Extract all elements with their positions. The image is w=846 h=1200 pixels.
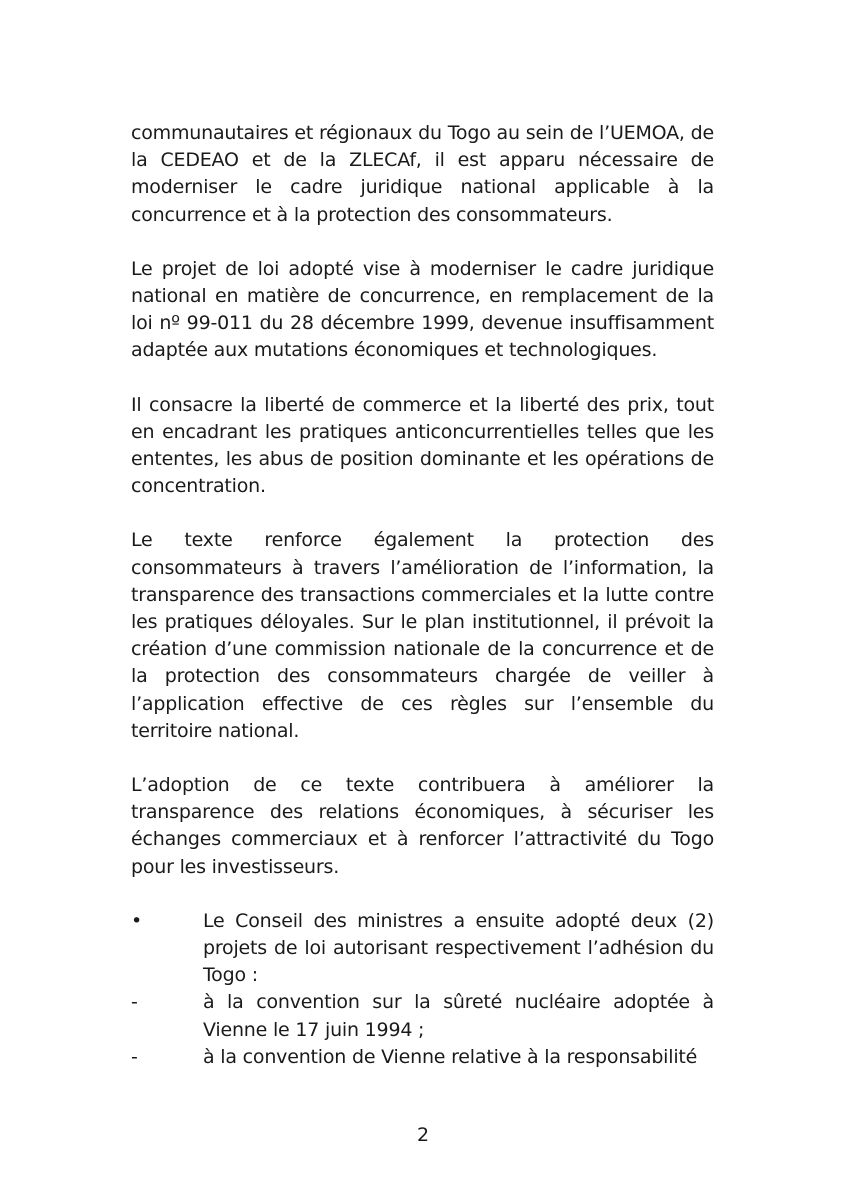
bullet-list: [131, 908, 714, 1071]
dash-text: à la convention sur la sûreté nucléaire adoptée à Vienne le 17 juin 1994 ;: [203, 991, 714, 1041]
bullet-marker: •: [131, 909, 143, 932]
paragraph-free-trade: Il consacre la liberté de commerce et la liberté des prix, tout en encadrant les pratiques anticoncurrentielles telles que les ententes, les abus de position dominante et les opérations de concentration.: [131, 393, 714, 498]
paragraph-bill-objective: Le projet de loi adopté vise à moderniser le cadre juridique national en matière de concurrence, en remplacement de la loi nº 99-011 du 28 décembre 1999, devenue insuffisamment adaptée aux mutations économiques et technologiques.: [131, 257, 714, 362]
paragraph-community-context: communautaires et régionaux du Togo au sein de l’UEMOA, de la CEDEAO et de la ZLECAf, il est apparu nécessaire de moderniser le cadre juridique national applicable à la concurrence et à la protection des consommateurs.: [131, 122, 714, 226]
dash-item: [131, 989, 714, 1043]
dash-marker: -: [131, 1045, 138, 1068]
dash-marker: -: [131, 991, 138, 1014]
dash-text: à la convention de Vienne relative à la responsabilité: [203, 1045, 698, 1068]
paragraph-adoption-impact: L’adoption de ce texte contribuera à améliorer la transparence des relations économiques, à sécuriser les échanges commerciaux et à renforcer l’attractivité du Togo pour les investisseurs.: [131, 774, 714, 878]
paragraph-consumer-protection: Le texte renforce également la protection des consommateurs à travers l’amélioration de l’information, la transparence des transactions commerciales et la lutte contre les pratiques déloyales. Sur le plan institutionnel, il prévoit la création d’une commission nationale de la concurrence et de la protection des consommateurs chargée de veiller à l’application effective de ces règles sur l’ensemble du territoire national.: [131, 529, 714, 742]
bullet-item: [131, 908, 714, 990]
page-body: [131, 120, 714, 1071]
page-number: 2: [416, 1124, 430, 1146]
bullet-text: Le Conseil des ministres a ensuite adopté deux (2) projets de loi autorisant respectivement l’adhésion du Togo :: [203, 909, 714, 987]
dash-item: [131, 1044, 714, 1071]
